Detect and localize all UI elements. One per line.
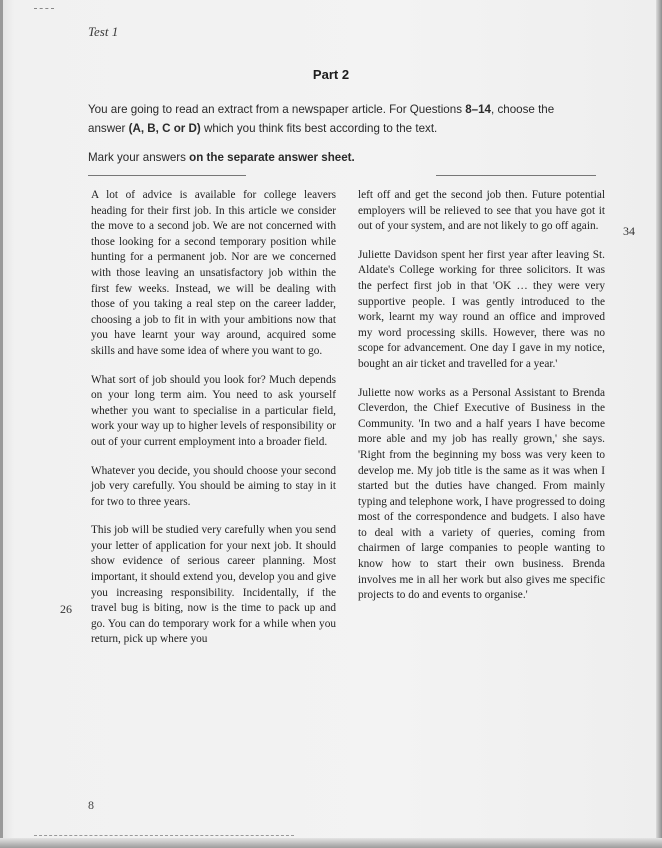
scan-mark-bottom bbox=[34, 835, 294, 836]
instructions-choose: , choose the answer bbox=[88, 103, 555, 135]
line-number-26: 26 bbox=[60, 602, 72, 616]
instructions-question-range: 8–14 bbox=[465, 103, 492, 116]
page-number: 8 bbox=[88, 798, 94, 812]
article-paragraph: Juliette Davidson spent her first year after leaving St. Aldate's College working for three solicitors. It was the perfect first job in that 'OK … they were very supportive people. I was gently introduced to the work, learnt my way round an office and improved my word processing skills. However, there was no scope for advancement. One day I gave in my notice, bought an air ticket and travelled for a year.' bbox=[358, 248, 605, 370]
article-paragraph: left off and get the second job then. Future potential employers will be relieved to see that you have got it out of your system, and are not likely to go off again. bbox=[358, 189, 605, 233]
article-column-left bbox=[91, 188, 336, 661]
article-paragraph: This job will be studied very carefully when you send your letter of application for your next job. It should show evidence of serious career planning. Most important, it should extend you, develop you and give you increasing responsibility. Incidentally, if the travel bug is biting, now is the time to pack up and go. You can do temporary work for a while when you return, pick up where you bbox=[91, 524, 336, 646]
scan-edge-right bbox=[656, 0, 662, 848]
scan-edge-bottom bbox=[0, 838, 662, 848]
article-paragraph: What sort of job should you look for? Much depends on your long term aim. You need to ask yourself whether you want to specialise in a particular field, work your way up to higher levels of responsibility or out of your current employment into a broader field. bbox=[91, 373, 336, 448]
scan-edge-left bbox=[0, 0, 3, 848]
divider-left bbox=[88, 175, 246, 176]
part-title: Part 2 bbox=[312, 67, 350, 82]
mark-answers-instruction bbox=[88, 150, 568, 165]
article-paragraph: A lot of advice is available for college leavers heading for their first job. In this article we consider the move to a second job. We are not concerned with those looking for a second temporary position while hunting for a permanent job. Nor are we concerned with those leaving an unsatisfactory job within the first few weeks. Instead, we will be dealing with those of you taking a real step on the career ladder, choosing a job to fit in with your ambitions now that you have learnt your way around, acquired some skills and have some idea of where you want to go. bbox=[91, 189, 336, 357]
mark-answers-bold: on the separate answer sheet. bbox=[189, 151, 355, 164]
article-paragraph: Juliette now works as a Personal Assistant to Brenda Cleverdon, the Chief Executive of Business in the Community. 'In two and a half years I have become more able and my job has really grown,' she says. 'Right from the beginning my boss was very keen to develop me. My job title is the same as it was when I started but the duties have changed. From mainly typing and telephone work, I have progressed to doing most of the correspondence and budgets. I also have to deal with a variety of queries, coming from chairmen of large companies to people wanting to know how to start their own business. Brenda involves me in all her work but also gives me specific projects to do and events to organise.' bbox=[358, 386, 605, 602]
instructions bbox=[88, 100, 580, 138]
mark-answers-plain: Mark your answers bbox=[88, 151, 190, 164]
instructions-intro: You are going to read an extract from a newspaper article. For Questions bbox=[88, 103, 466, 116]
line-number-34: 34 bbox=[623, 224, 635, 238]
divider-right bbox=[436, 175, 596, 176]
scan-mark-top bbox=[34, 8, 54, 9]
test-label: Test 1 bbox=[88, 24, 119, 39]
instructions-answer-options: (A, B, C or D) bbox=[128, 122, 201, 135]
article-paragraph: Whatever you decide, you should choose your second job very carefully. You should be aiming to stay in it for two to three years. bbox=[91, 464, 336, 508]
instructions-end: which you think fits best according to the text. bbox=[200, 122, 438, 135]
article-column-right bbox=[358, 188, 605, 617]
